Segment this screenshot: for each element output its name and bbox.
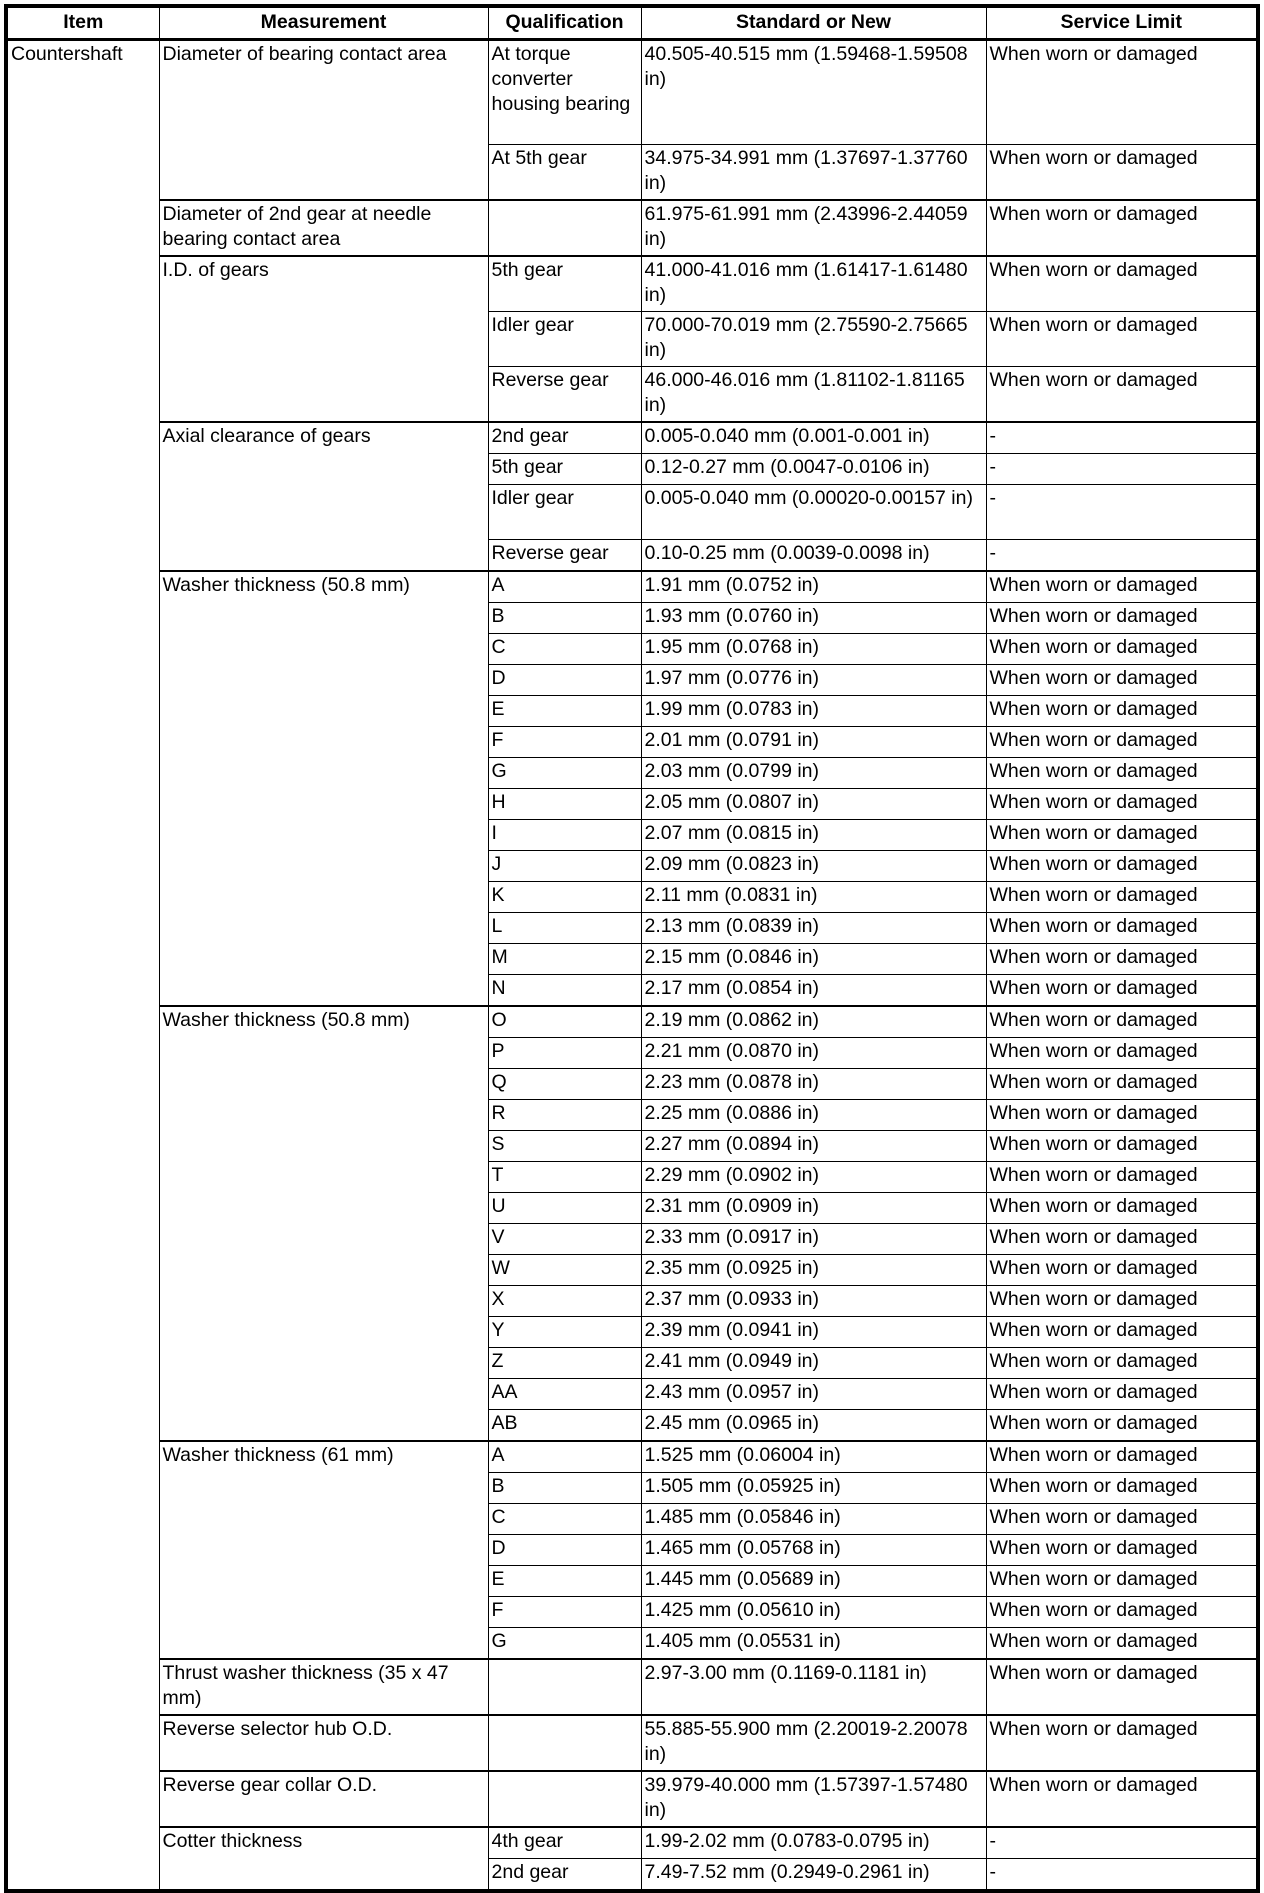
qualification-cell: J — [488, 851, 641, 882]
service-limit-cell: When worn or damaged — [986, 975, 1258, 1007]
qualification-cell: O — [488, 1006, 641, 1038]
service-limit-cell: - — [986, 454, 1258, 485]
header-measurement: Measurement — [159, 6, 488, 40]
table-row — [6, 1771, 1258, 1827]
service-limit-cell: When worn or damaged — [986, 145, 1258, 201]
service-limit-cell: When worn or damaged — [986, 789, 1258, 820]
qualification-cell: M — [488, 944, 641, 975]
service-limit-cell: When worn or damaged — [986, 1255, 1258, 1286]
standard-cell: 0.005-0.040 mm (0.001-0.001 in) — [641, 422, 986, 454]
qualification-cell: I — [488, 820, 641, 851]
qualification-cell: D — [488, 1535, 641, 1566]
service-limit-cell: When worn or damaged — [986, 1441, 1258, 1473]
qualification-cell: AA — [488, 1379, 641, 1410]
qualification-cell: Idler gear — [488, 312, 641, 367]
table-row — [6, 1827, 1258, 1859]
header-item: Item — [6, 6, 159, 40]
standard-cell: 34.975-34.991 mm (1.37697-1.37760 in) — [641, 145, 986, 201]
service-limit-cell: When worn or damaged — [986, 40, 1258, 145]
standard-cell: 41.000-41.016 mm (1.61417-1.61480 in) — [641, 256, 986, 312]
service-limit-cell: When worn or damaged — [986, 571, 1258, 603]
service-limit-cell: When worn or damaged — [986, 1131, 1258, 1162]
qualification-cell: C — [488, 1504, 641, 1535]
qualification-cell: F — [488, 727, 641, 758]
measurement-cell: I.D. of gears — [159, 256, 488, 422]
service-limit-cell: - — [986, 485, 1258, 540]
standard-cell: 2.09 mm (0.0823 in) — [641, 851, 986, 882]
standard-cell: 1.465 mm (0.05768 in) — [641, 1535, 986, 1566]
standard-cell: 1.99-2.02 mm (0.0783-0.0795 in) — [641, 1827, 986, 1859]
service-limit-cell: When worn or damaged — [986, 1566, 1258, 1597]
service-limit-cell: When worn or damaged — [986, 200, 1258, 256]
measurement-cell: Thrust washer thickness (35 x 47 mm) — [159, 1659, 488, 1715]
standard-cell: 55.885-55.900 mm (2.20019-2.20078 in) — [641, 1715, 986, 1771]
standard-cell: 1.93 mm (0.0760 in) — [641, 603, 986, 634]
service-limit-cell: When worn or damaged — [986, 1597, 1258, 1628]
standard-cell: 2.29 mm (0.0902 in) — [641, 1162, 986, 1193]
countershaft-spec-table — [4, 4, 1260, 1893]
header-service-limit: Service Limit — [986, 6, 1258, 40]
table-row — [6, 1441, 1258, 1473]
qualification-cell: Reverse gear — [488, 367, 641, 423]
standard-cell: 2.43 mm (0.0957 in) — [641, 1379, 986, 1410]
service-limit-cell: When worn or damaged — [986, 1771, 1258, 1827]
measurement-cell: Cotter thickness — [159, 1827, 488, 1891]
service-limit-cell: - — [986, 1859, 1258, 1892]
standard-cell: 2.13 mm (0.0839 in) — [641, 913, 986, 944]
standard-cell: 0.10-0.25 mm (0.0039-0.0098 in) — [641, 540, 986, 572]
standard-cell: 1.95 mm (0.0768 in) — [641, 634, 986, 665]
qualification-cell: F — [488, 1597, 641, 1628]
header-row — [6, 6, 1258, 40]
service-limit-cell: When worn or damaged — [986, 312, 1258, 367]
qualification-cell: 2nd gear — [488, 1859, 641, 1892]
standard-cell: 2.37 mm (0.0933 in) — [641, 1286, 986, 1317]
standard-cell: 2.45 mm (0.0965 in) — [641, 1410, 986, 1442]
qualification-cell: B — [488, 603, 641, 634]
qualification-cell: At torque converter housing bearing — [488, 40, 641, 145]
standard-cell: 1.505 mm (0.05925 in) — [641, 1473, 986, 1504]
standard-cell: 2.07 mm (0.0815 in) — [641, 820, 986, 851]
standard-cell: 40.505-40.515 mm (1.59468-1.59508 in) — [641, 40, 986, 145]
standard-cell: 0.12-0.27 mm (0.0047-0.0106 in) — [641, 454, 986, 485]
standard-cell: 1.99 mm (0.0783 in) — [641, 696, 986, 727]
service-limit-cell: When worn or damaged — [986, 1473, 1258, 1504]
qualification-cell: 5th gear — [488, 454, 641, 485]
service-limit-cell: When worn or damaged — [986, 1286, 1258, 1317]
standard-cell: 39.979-40.000 mm (1.57397-1.57480 in) — [641, 1771, 986, 1827]
measurement-cell: Diameter of bearing contact area — [159, 40, 488, 201]
service-limit-cell: When worn or damaged — [986, 1100, 1258, 1131]
table-row — [6, 200, 1258, 256]
standard-cell: 2.19 mm (0.0862 in) — [641, 1006, 986, 1038]
standard-cell: 2.39 mm (0.0941 in) — [641, 1317, 986, 1348]
standard-cell: 2.33 mm (0.0917 in) — [641, 1224, 986, 1255]
qualification-cell: H — [488, 789, 641, 820]
table-row — [6, 1006, 1258, 1038]
service-limit-cell: When worn or damaged — [986, 1379, 1258, 1410]
measurement-cell: Axial clearance of gears — [159, 422, 488, 571]
service-limit-cell: When worn or damaged — [986, 944, 1258, 975]
qualification-cell: X — [488, 1286, 641, 1317]
qualification-cell: Z — [488, 1348, 641, 1379]
table-row — [6, 422, 1258, 454]
qualification-cell: T — [488, 1162, 641, 1193]
qualification-cell: 5th gear — [488, 256, 641, 312]
service-limit-cell: When worn or damaged — [986, 1224, 1258, 1255]
qualification-cell: D — [488, 665, 641, 696]
service-limit-cell: When worn or damaged — [986, 882, 1258, 913]
header-standard: Standard or New — [641, 6, 986, 40]
standard-cell: 2.01 mm (0.0791 in) — [641, 727, 986, 758]
service-limit-cell: When worn or damaged — [986, 1038, 1258, 1069]
measurement-cell: Washer thickness (61 mm) — [159, 1441, 488, 1659]
service-limit-cell: When worn or damaged — [986, 367, 1258, 423]
measurement-cell: Diameter of 2nd gear at needle bearing contact area — [159, 200, 488, 256]
qualification-cell: W — [488, 1255, 641, 1286]
qualification-cell: V — [488, 1224, 641, 1255]
standard-cell: 1.91 mm (0.0752 in) — [641, 571, 986, 603]
standard-cell: 46.000-46.016 mm (1.81102-1.81165 in) — [641, 367, 986, 423]
qualification-cell: E — [488, 696, 641, 727]
standard-cell: 1.445 mm (0.05689 in) — [641, 1566, 986, 1597]
service-limit-cell: When worn or damaged — [986, 758, 1258, 789]
item-cell: Countershaft — [6, 40, 159, 1892]
measurement-cell: Washer thickness (50.8 mm) — [159, 1006, 488, 1441]
qualification-cell — [488, 1659, 641, 1715]
service-limit-cell: When worn or damaged — [986, 634, 1258, 665]
standard-cell: 1.485 mm (0.05846 in) — [641, 1504, 986, 1535]
qualification-cell: R — [488, 1100, 641, 1131]
table-row — [6, 1659, 1258, 1715]
qualification-cell: Y — [488, 1317, 641, 1348]
qualification-cell — [488, 200, 641, 256]
measurement-cell: Washer thickness (50.8 mm) — [159, 571, 488, 1006]
table-row — [6, 571, 1258, 603]
qualification-cell: E — [488, 1566, 641, 1597]
qualification-cell: N — [488, 975, 641, 1007]
qualification-cell: Idler gear — [488, 485, 641, 540]
qualification-cell: Reverse gear — [488, 540, 641, 572]
qualification-cell: AB — [488, 1410, 641, 1442]
service-limit-cell: When worn or damaged — [986, 820, 1258, 851]
table-row — [6, 40, 1258, 145]
service-limit-cell: When worn or damaged — [986, 696, 1258, 727]
qualification-cell: K — [488, 882, 641, 913]
measurement-cell: Reverse selector hub O.D. — [159, 1715, 488, 1771]
standard-cell: 61.975-61.991 mm (2.43996-2.44059 in) — [641, 200, 986, 256]
qualification-cell: G — [488, 758, 641, 789]
service-limit-cell: - — [986, 1827, 1258, 1859]
service-limit-cell: When worn or damaged — [986, 727, 1258, 758]
standard-cell: 0.005-0.040 mm (0.00020-0.00157 in) — [641, 485, 986, 540]
service-limit-cell: When worn or damaged — [986, 1628, 1258, 1660]
service-limit-cell: When worn or damaged — [986, 1069, 1258, 1100]
header-qualification: Qualification — [488, 6, 641, 40]
service-limit-cell: When worn or damaged — [986, 603, 1258, 634]
standard-cell: 1.425 mm (0.05610 in) — [641, 1597, 986, 1628]
qualification-cell — [488, 1771, 641, 1827]
qualification-cell: A — [488, 571, 641, 603]
qualification-cell: At 5th gear — [488, 145, 641, 201]
qualification-cell: 4th gear — [488, 1827, 641, 1859]
service-limit-cell: - — [986, 422, 1258, 454]
service-limit-cell: When worn or damaged — [986, 665, 1258, 696]
standard-cell: 2.97-3.00 mm (0.1169-0.1181 in) — [641, 1659, 986, 1715]
standard-cell: 2.35 mm (0.0925 in) — [641, 1255, 986, 1286]
standard-cell: 7.49-7.52 mm (0.2949-0.2961 in) — [641, 1859, 986, 1892]
qualification-cell: B — [488, 1473, 641, 1504]
qualification-cell: C — [488, 634, 641, 665]
standard-cell: 70.000-70.019 mm (2.75590-2.75665 in) — [641, 312, 986, 367]
service-limit-cell: When worn or damaged — [986, 1006, 1258, 1038]
service-limit-cell: When worn or damaged — [986, 1348, 1258, 1379]
service-limit-cell: When worn or damaged — [986, 1162, 1258, 1193]
standard-cell: 2.15 mm (0.0846 in) — [641, 944, 986, 975]
service-limit-cell: When worn or damaged — [986, 913, 1258, 944]
qualification-cell — [488, 1715, 641, 1771]
standard-cell: 2.21 mm (0.0870 in) — [641, 1038, 986, 1069]
standard-cell: 2.25 mm (0.0886 in) — [641, 1100, 986, 1131]
qualification-cell: S — [488, 1131, 641, 1162]
standard-cell: 2.23 mm (0.0878 in) — [641, 1069, 986, 1100]
standard-cell: 1.525 mm (0.06004 in) — [641, 1441, 986, 1473]
qualification-cell: L — [488, 913, 641, 944]
standard-cell: 2.17 mm (0.0854 in) — [641, 975, 986, 1007]
table-row — [6, 1715, 1258, 1771]
service-limit-cell: When worn or damaged — [986, 1535, 1258, 1566]
standard-cell: 2.27 mm (0.0894 in) — [641, 1131, 986, 1162]
service-limit-cell: When worn or damaged — [986, 1504, 1258, 1535]
standard-cell: 2.11 mm (0.0831 in) — [641, 882, 986, 913]
qualification-cell: 2nd gear — [488, 422, 641, 454]
standard-cell: 1.97 mm (0.0776 in) — [641, 665, 986, 696]
standard-cell: 2.03 mm (0.0799 in) — [641, 758, 986, 789]
service-limit-cell: - — [986, 540, 1258, 572]
standard-cell: 1.405 mm (0.05531 in) — [641, 1628, 986, 1660]
qualification-cell: G — [488, 1628, 641, 1660]
qualification-cell: P — [488, 1038, 641, 1069]
standard-cell: 2.41 mm (0.0949 in) — [641, 1348, 986, 1379]
service-limit-cell: When worn or damaged — [986, 1659, 1258, 1715]
table-body — [6, 40, 1258, 1892]
service-limit-cell: When worn or damaged — [986, 851, 1258, 882]
qualification-cell: Q — [488, 1069, 641, 1100]
service-limit-cell: When worn or damaged — [986, 256, 1258, 312]
qualification-cell: A — [488, 1441, 641, 1473]
service-limit-cell: When worn or damaged — [986, 1715, 1258, 1771]
service-limit-cell: When worn or damaged — [986, 1410, 1258, 1442]
standard-cell: 2.31 mm (0.0909 in) — [641, 1193, 986, 1224]
standard-cell: 2.05 mm (0.0807 in) — [641, 789, 986, 820]
table-row — [6, 256, 1258, 312]
qualification-cell: U — [488, 1193, 641, 1224]
service-limit-cell: When worn or damaged — [986, 1317, 1258, 1348]
service-limit-cell: When worn or damaged — [986, 1193, 1258, 1224]
measurement-cell: Reverse gear collar O.D. — [159, 1771, 488, 1827]
